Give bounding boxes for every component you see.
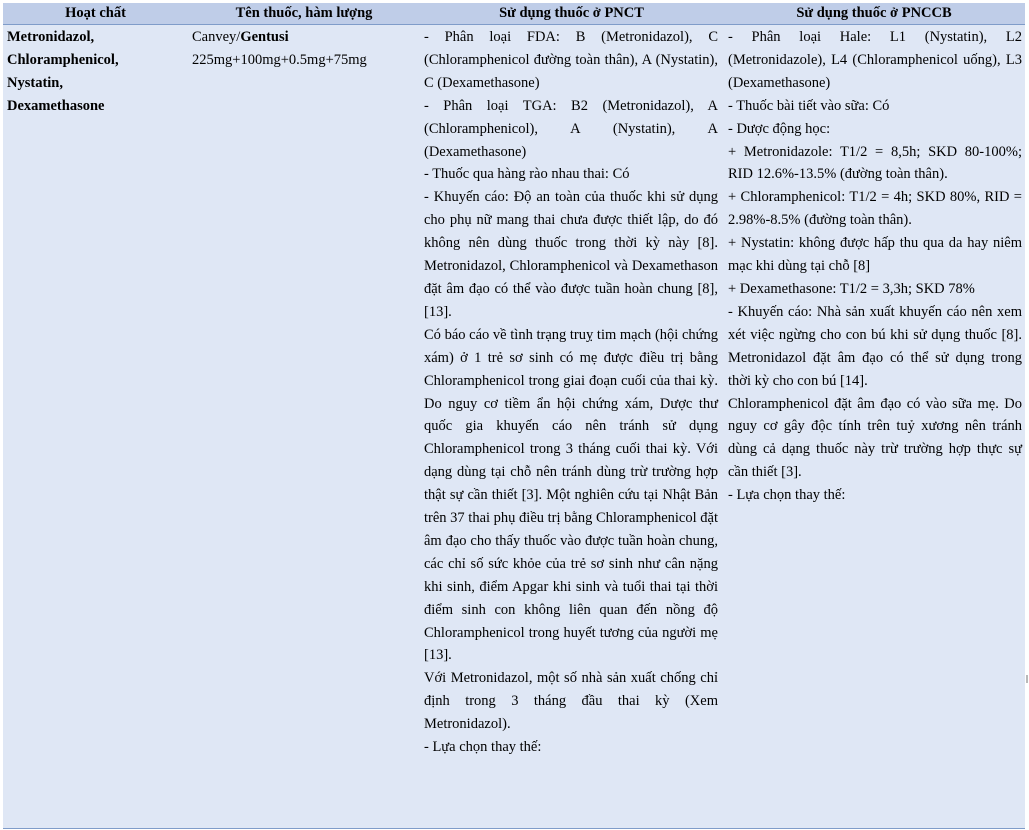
header-pnccb: Sử dụng thuốc ở PNCCB: [796, 5, 952, 21]
drug-name-bold: Gentusi: [240, 29, 289, 45]
pnct-paragraph: - Phân loại TGA: B2 (Metronidazol), A (Chloramphenicol), A (Nystatin), A (Dexamethasone): [424, 97, 718, 160]
cell-pnct: [424, 26, 718, 759]
pnct-paragraph: - Thuốc qua hàng rào nhau thai: Có: [424, 166, 630, 183]
cell-drug-name: [192, 26, 417, 72]
pnccb-paragraph: + Dexamethasone: T1/2 = 3,3h; SKD 78%: [728, 280, 975, 297]
pnccb-paragraph: + Chloramphenicol: T1/2 = 4h; SKD 80%, RID = 2.98%-8.5% (đường toàn thân).: [728, 189, 1022, 229]
drug-table: [3, 3, 1025, 829]
pnct-paragraph: - Khuyến cáo: Độ an toàn của thuốc khi sử dụng cho phụ nữ mang thai chưa được thiết lập, do đó không nên dùng thuốc trong thời kỳ này [8]. Metronidazol, Chloramphenicol và Dexamethason đặt âm đạo có thể vào được tuần hoàn chung [8], [13].: [424, 189, 718, 320]
pnccb-paragraph: - Thuốc bài tiết vào sữa: Có: [728, 97, 890, 114]
pnct-paragraph: Có báo cáo về tình trạng truỵ tim mạch (hội chứng xám) ở 1 trẻ sơ sinh có mẹ được điều trị bằng Chloramphenicol trong giai đoạn cuối của thai kỳ. Do nguy cơ tiềm ẩn hội chứng xám, Dược thư quốc gia khuyến cáo nên tránh sử dụng Chloramphenicol trong 3 tháng cuối thai kỳ. Với dạng dùng tại chỗ nên tránh dùng trừ trường hợp thật sự cần thiết [3]. Một nghiên cứu tại Nhật Bản trên 37 thai phụ điều trị bằng Chloramphenicol đặt âm đạo cho thấy thuốc vào được tuần hoàn chung, các chỉ số sức khỏe của trẻ sơ sinh như cân nặng khi sinh, điểm Apgar khi sinh và tuổi thai tại thời điểm sinh con không liên quan đến nồng độ Chloramphenicol trong huyết tương của người mẹ [13].: [424, 326, 718, 664]
pnct-paragraph: - Phân loại FDA: B (Metronidazol), C (Chloramphenicol đường toàn thân), A (Nystatin), C (Dexamethasone): [424, 29, 718, 91]
header-pnct: Sử dụng thuốc ở PNCT: [499, 5, 644, 21]
pnccb-paragraph: - Lựa chọn thay thế:: [728, 487, 846, 504]
pnct-paragraph: - Lựa chọn thay thế:: [424, 739, 542, 756]
pnccb-paragraph: Chloramphenicol đặt âm đạo có vào sữa mẹ. Do nguy cơ gây độc tính trên tuỷ xương nên tránh dùng cả dạng thuốc này trừ trường hợp thực sự cần thiết [3].: [728, 395, 1022, 481]
ingredient-line: Chloramphenicol,: [7, 51, 119, 68]
cell-pnccb: [728, 26, 1022, 507]
drug-strength: 225mg+100mg+0.5mg+75mg: [192, 51, 367, 68]
pnccb-paragraph: - Khuyến cáo: Nhà sản xuất khuyến cáo nên xem xét việc ngừng cho con bú khi sử dụng thuốc [8]. Metronidazol đặt âm đạo có thể sử dụng trong thời kỳ cho con bú [14].: [728, 303, 1022, 389]
table-header: [3, 3, 1025, 25]
ingredient-line: Metronidazol,: [7, 29, 95, 45]
ingredient-line: Nystatin,: [7, 74, 63, 91]
header-active-ingredient: Hoạt chất: [65, 5, 126, 21]
scroll-marker: [1026, 675, 1028, 683]
drug-name-prefix: Canvey/: [192, 29, 241, 45]
header-drug-name: Tên thuốc, hàm lượng: [235, 5, 373, 21]
pnccb-paragraph: - Dược động học:: [728, 120, 831, 137]
pnct-paragraph: Với Metronidazol, một số nhà sản xuất chống chỉ định trong 3 tháng đầu thai kỳ (Xem Metronidazol).: [424, 670, 718, 733]
pnccb-paragraph: + Nystatin: không được hấp thu qua da hay niêm mạc khi dùng tại chỗ [8]: [728, 235, 1022, 275]
pnccb-paragraph: + Metronidazole: T1/2 = 8,5h; SKD 80-100%; RID 12.6%-13.5% (đường toàn thân).: [728, 143, 1022, 183]
drug-name: [192, 26, 417, 49]
ingredient-line: Dexamethasone: [7, 97, 105, 114]
pnccb-paragraph: - Phân loại Hale: L1 (Nystatin), L2 (Metronidazole), L4 (Chloramphenicol uống), L3 (Dexamethasone): [728, 29, 1022, 91]
cell-active-ingredient: [7, 26, 185, 118]
